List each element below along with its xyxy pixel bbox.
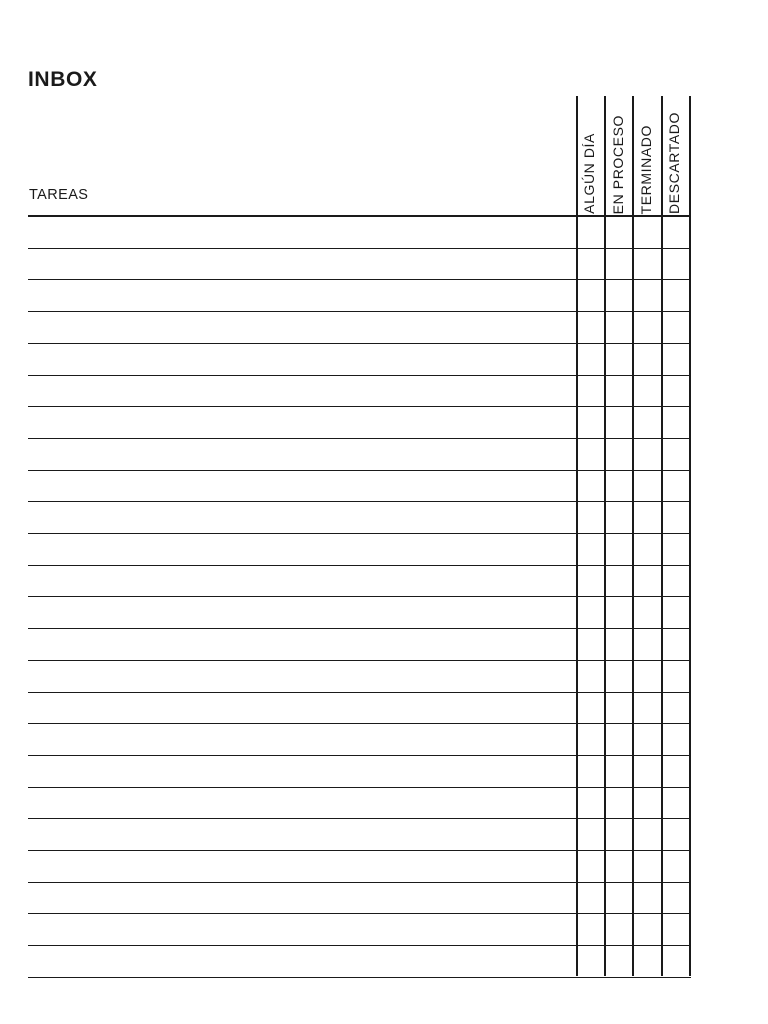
task-row	[28, 913, 691, 944]
task-text-cell[interactable]	[28, 787, 576, 818]
task-text-cell[interactable]	[28, 438, 576, 469]
status-checkbox-terminado[interactable]	[633, 850, 659, 881]
status-checkbox-en-proceso[interactable]	[605, 755, 631, 786]
status-checkbox-descartado[interactable]	[662, 723, 688, 754]
task-row	[28, 501, 691, 532]
task-text-cell[interactable]	[28, 945, 576, 976]
status-checkbox-terminado[interactable]	[633, 692, 659, 723]
status-checkbox-algun-dia[interactable]	[577, 248, 603, 279]
status-checkbox-en-proceso[interactable]	[605, 311, 631, 342]
task-text-cell[interactable]	[28, 755, 576, 786]
task-text-cell[interactable]	[28, 406, 576, 437]
status-checkbox-algun-dia[interactable]	[577, 692, 603, 723]
status-checkbox-en-proceso[interactable]	[605, 660, 631, 691]
status-checkbox-descartado[interactable]	[662, 533, 688, 564]
status-checkbox-algun-dia[interactable]	[577, 406, 603, 437]
status-checkbox-en-proceso[interactable]	[605, 501, 631, 532]
status-checkbox-descartado[interactable]	[662, 660, 688, 691]
task-row	[28, 470, 691, 501]
task-row	[28, 343, 691, 374]
task-text-cell[interactable]	[28, 596, 576, 627]
status-checkbox-en-proceso[interactable]	[605, 406, 631, 437]
status-checkbox-algun-dia[interactable]	[577, 628, 603, 659]
task-row	[28, 882, 691, 913]
status-checkbox-algun-dia[interactable]	[577, 533, 603, 564]
task-text-cell[interactable]	[28, 248, 576, 279]
task-row	[28, 565, 691, 596]
task-text-cell[interactable]	[28, 470, 576, 501]
status-checkbox-terminado[interactable]	[633, 882, 659, 913]
tasks-column-header: TAREAS	[29, 187, 89, 203]
status-checkbox-descartado[interactable]	[662, 850, 688, 881]
status-checkbox-en-proceso[interactable]	[605, 279, 631, 310]
task-text-cell[interactable]	[28, 850, 576, 881]
status-checkbox-algun-dia[interactable]	[577, 343, 603, 374]
task-text-cell[interactable]	[28, 533, 576, 564]
task-text-cell[interactable]	[28, 913, 576, 944]
status-checkbox-descartado[interactable]	[662, 438, 688, 469]
status-checkbox-en-proceso[interactable]	[605, 882, 631, 913]
status-checkbox-en-proceso[interactable]	[605, 470, 631, 501]
status-checkbox-terminado[interactable]	[633, 660, 659, 691]
status-checkbox-en-proceso[interactable]	[605, 565, 631, 596]
status-checkbox-algun-dia[interactable]	[577, 660, 603, 691]
task-row	[28, 375, 691, 406]
task-row	[28, 850, 691, 881]
status-checkbox-descartado[interactable]	[662, 406, 688, 437]
page-title: INBOX	[28, 68, 98, 91]
status-checkbox-descartado[interactable]	[662, 375, 688, 406]
status-checkbox-en-proceso[interactable]	[605, 818, 631, 849]
status-checkbox-terminado[interactable]	[633, 628, 659, 659]
status-checkbox-en-proceso[interactable]	[605, 596, 631, 627]
status-checkbox-algun-dia[interactable]	[577, 565, 603, 596]
status-checkbox-descartado[interactable]	[662, 248, 688, 279]
status-checkbox-algun-dia[interactable]	[577, 882, 603, 913]
status-checkbox-descartado[interactable]	[662, 818, 688, 849]
task-text-cell[interactable]	[28, 882, 576, 913]
status-checkbox-algun-dia[interactable]	[577, 723, 603, 754]
task-row	[28, 723, 691, 754]
task-text-cell[interactable]	[28, 818, 576, 849]
status-checkbox-descartado[interactable]	[662, 882, 688, 913]
status-checkbox-terminado[interactable]	[633, 216, 659, 247]
status-checkbox-terminado[interactable]	[633, 913, 659, 944]
status-header-descartado: DESCARTADO	[666, 112, 682, 214]
task-text-cell[interactable]	[28, 723, 576, 754]
status-checkbox-descartado[interactable]	[662, 913, 688, 944]
status-checkbox-algun-dia[interactable]	[577, 311, 603, 342]
status-checkbox-algun-dia[interactable]	[577, 501, 603, 532]
task-text-cell[interactable]	[28, 279, 576, 310]
status-checkbox-descartado[interactable]	[662, 216, 688, 247]
status-checkbox-en-proceso[interactable]	[605, 375, 631, 406]
status-checkbox-algun-dia[interactable]	[577, 945, 603, 976]
task-text-cell[interactable]	[28, 565, 576, 596]
status-checkbox-en-proceso[interactable]	[605, 787, 631, 818]
status-checkbox-algun-dia[interactable]	[577, 279, 603, 310]
status-checkbox-terminado[interactable]	[633, 501, 659, 532]
status-checkbox-descartado[interactable]	[662, 311, 688, 342]
status-checkbox-algun-dia[interactable]	[577, 787, 603, 818]
status-checkbox-algun-dia[interactable]	[577, 596, 603, 627]
task-text-cell[interactable]	[28, 660, 576, 691]
status-checkbox-descartado[interactable]	[662, 343, 688, 374]
status-checkbox-descartado[interactable]	[662, 470, 688, 501]
task-row	[28, 438, 691, 469]
status-checkbox-algun-dia[interactable]	[577, 755, 603, 786]
status-checkbox-terminado[interactable]	[633, 311, 659, 342]
status-checkbox-en-proceso[interactable]	[605, 533, 631, 564]
task-row	[28, 596, 691, 627]
status-checkbox-terminado[interactable]	[633, 755, 659, 786]
task-row	[28, 216, 691, 247]
task-row	[28, 406, 691, 437]
status-checkbox-terminado[interactable]	[633, 945, 659, 976]
status-checkbox-descartado[interactable]	[662, 596, 688, 627]
status-checkbox-en-proceso[interactable]	[605, 913, 631, 944]
status-checkbox-en-proceso[interactable]	[605, 438, 631, 469]
task-row	[28, 533, 691, 564]
status-checkbox-en-proceso[interactable]	[605, 216, 631, 247]
status-checkbox-descartado[interactable]	[662, 945, 688, 976]
status-checkbox-terminado[interactable]	[633, 723, 659, 754]
status-checkbox-terminado[interactable]	[633, 818, 659, 849]
status-checkbox-en-proceso[interactable]	[605, 945, 631, 976]
status-checkbox-descartado[interactable]	[662, 787, 688, 818]
task-row	[28, 628, 691, 659]
status-checkbox-descartado[interactable]	[662, 692, 688, 723]
status-checkbox-terminado[interactable]	[633, 787, 659, 818]
task-text-cell[interactable]	[28, 311, 576, 342]
status-checkbox-terminado[interactable]	[633, 279, 659, 310]
task-row	[28, 692, 691, 723]
status-checkbox-en-proceso[interactable]	[605, 850, 631, 881]
status-checkbox-en-proceso[interactable]	[605, 343, 631, 374]
status-checkbox-descartado[interactable]	[662, 279, 688, 310]
status-checkbox-algun-dia[interactable]	[577, 216, 603, 247]
status-checkbox-algun-dia[interactable]	[577, 470, 603, 501]
task-row	[28, 311, 691, 342]
task-row	[28, 279, 691, 310]
status-checkbox-terminado[interactable]	[633, 565, 659, 596]
status-checkbox-terminado[interactable]	[633, 343, 659, 374]
status-checkbox-descartado[interactable]	[662, 565, 688, 596]
task-text-cell[interactable]	[28, 216, 576, 247]
status-checkbox-algun-dia[interactable]	[577, 438, 603, 469]
status-checkbox-terminado[interactable]	[633, 406, 659, 437]
task-text-cell[interactable]	[28, 692, 576, 723]
task-text-cell[interactable]	[28, 375, 576, 406]
task-row	[28, 755, 691, 786]
status-checkbox-descartado[interactable]	[662, 755, 688, 786]
row-rule	[28, 977, 691, 978]
status-checkbox-terminado[interactable]	[633, 375, 659, 406]
status-header-terminado: TERMINADO	[638, 124, 654, 214]
status-checkbox-en-proceso[interactable]	[605, 692, 631, 723]
status-checkbox-algun-dia[interactable]	[577, 375, 603, 406]
task-row	[28, 945, 691, 976]
status-checkbox-terminado[interactable]	[633, 533, 659, 564]
task-row	[28, 248, 691, 279]
task-row	[28, 787, 691, 818]
status-checkbox-terminado[interactable]	[633, 438, 659, 469]
status-checkbox-descartado[interactable]	[662, 501, 688, 532]
status-checkbox-descartado[interactable]	[662, 628, 688, 659]
status-header-en-proceso: EN PROCESO	[610, 114, 626, 214]
status-checkbox-algun-dia[interactable]	[577, 850, 603, 881]
task-text-cell[interactable]	[28, 628, 576, 659]
task-text-cell[interactable]	[28, 501, 576, 532]
task-text-cell[interactable]	[28, 343, 576, 374]
status-checkbox-terminado[interactable]	[633, 470, 659, 501]
status-checkbox-en-proceso[interactable]	[605, 248, 631, 279]
task-row	[28, 818, 691, 849]
status-checkbox-en-proceso[interactable]	[605, 723, 631, 754]
status-checkbox-en-proceso[interactable]	[605, 628, 631, 659]
task-row	[28, 660, 691, 691]
status-checkbox-terminado[interactable]	[633, 596, 659, 627]
status-header-algun-dia: ALGÚN DÍA	[581, 133, 597, 214]
status-checkbox-terminado[interactable]	[633, 248, 659, 279]
status-checkbox-algun-dia[interactable]	[577, 913, 603, 944]
status-checkbox-algun-dia[interactable]	[577, 818, 603, 849]
